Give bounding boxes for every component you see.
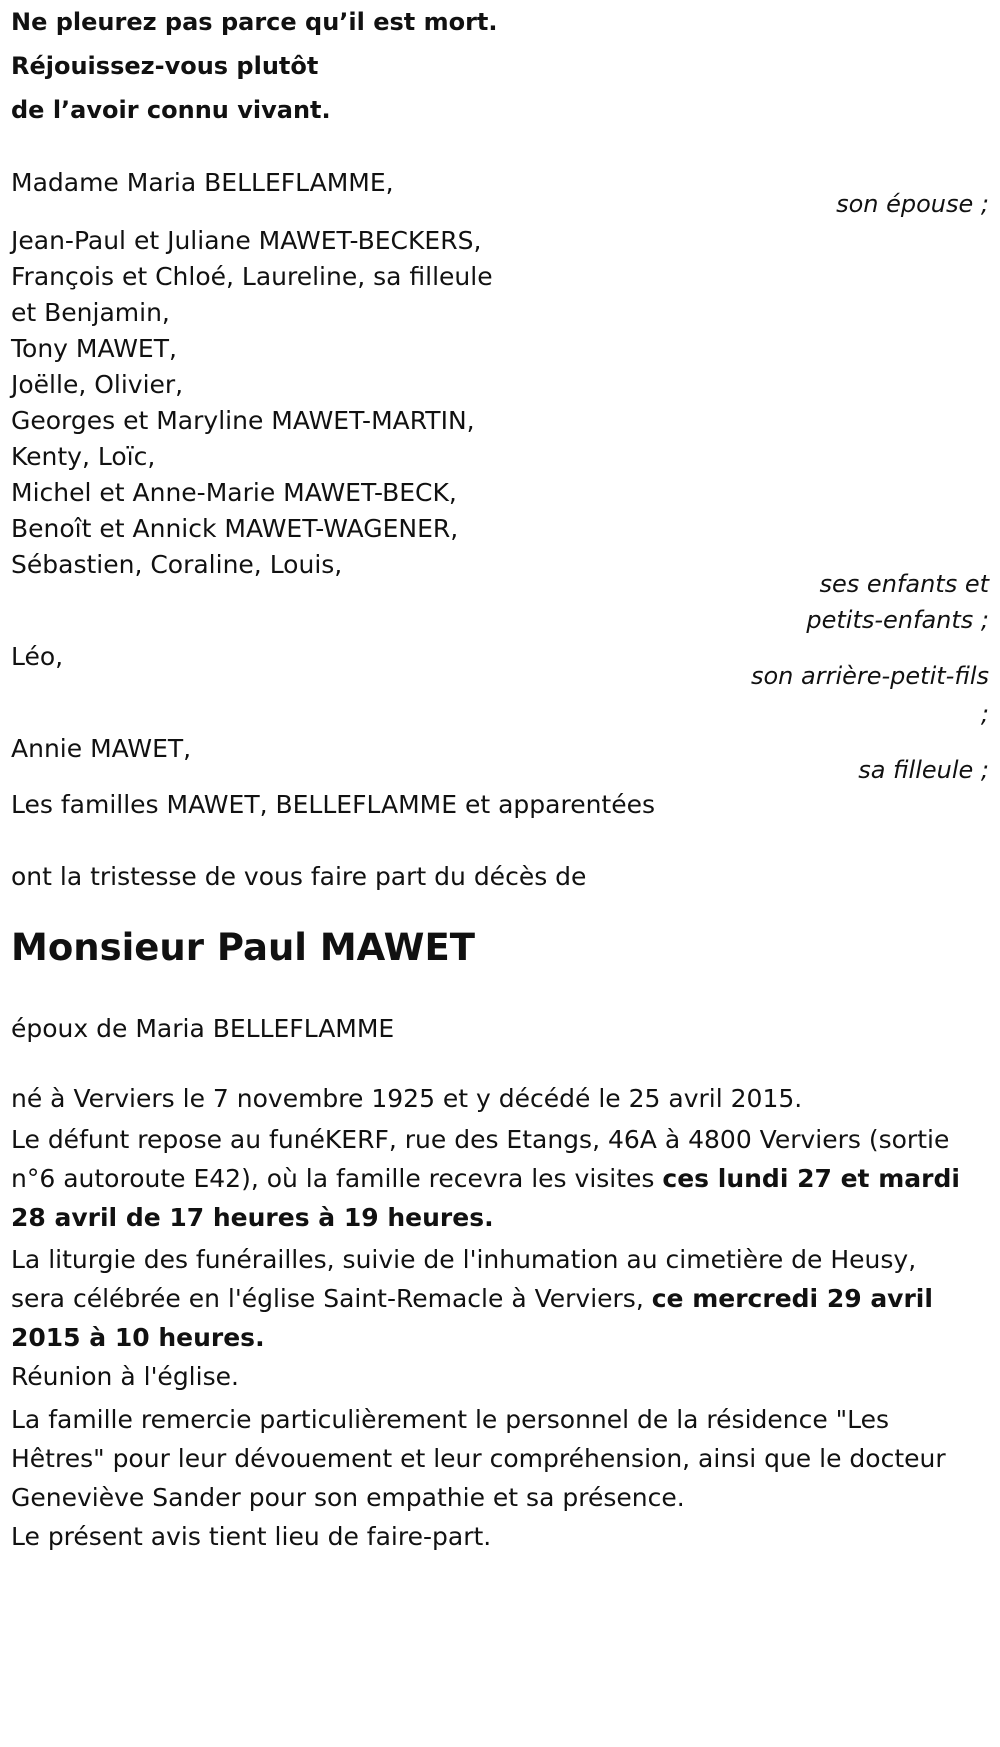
children-line-8: Michel et Anne-Marie MAWET-BECK, xyxy=(11,478,457,507)
goddaughter-name: Annie MAWET, xyxy=(11,734,192,763)
children-relation-line-2: petits-enfants ; xyxy=(806,606,989,634)
great-grandson-relation-line-1: son arrière-petit-fils xyxy=(750,662,989,690)
poem-line-3: de l’avoir connu vivant. xyxy=(11,96,331,124)
visits-paragraph xyxy=(11,1120,971,1237)
spouse-of-line: époux de Maria BELLEFLAMME xyxy=(11,1014,395,1043)
children-line-7: Kenty, Loïc, xyxy=(11,442,156,471)
visits-text: Le défunt repose au funéKERF, rue des Etangs, 46A à 4800 Verviers (sortie n°6 autoroute E42), où la famille recevra les visites xyxy=(11,1125,950,1193)
poem-line-1: Ne pleurez pas parce qu’il est mort. xyxy=(11,8,498,36)
liturgy-date: ce mercredi 29 avril 2015 à 10 heures. xyxy=(11,1284,933,1352)
children-line-10: Sébastien, Coraline, Louis, xyxy=(11,550,343,579)
children-line-4: Tony MAWET, xyxy=(11,334,177,363)
families-line: Les familles MAWET, BELLEFLAMME et apparentées xyxy=(11,790,656,819)
poem-line-2: Réjouissez-vous plutôt xyxy=(11,52,319,80)
children-line-9: Benoît et Annick MAWET-WAGENER, xyxy=(11,514,459,543)
deceased-name: Monsieur Paul MAWET xyxy=(11,926,475,969)
goddaughter-relation: sa filleule ; xyxy=(858,756,989,784)
children-line-3: et Benjamin, xyxy=(11,298,170,327)
great-grandson-name: Léo, xyxy=(11,642,64,671)
spouse-name: Madame Maria BELLEFLAMME, xyxy=(11,168,394,197)
announcement-line: ont la tristesse de vous faire part du décès de xyxy=(11,862,587,891)
children-line-1: Jean-Paul et Juliane MAWET-BECKERS, xyxy=(11,226,482,255)
spouse-relation: son épouse ; xyxy=(836,190,989,218)
closing-line: Le présent avis tient lieu de faire-part. xyxy=(11,1522,492,1551)
great-grandson-relation-line-2: ; xyxy=(980,700,989,728)
children-line-5: Joëlle, Olivier, xyxy=(11,370,184,399)
liturgy-paragraph xyxy=(11,1240,971,1357)
children-line-6: Georges et Maryline MAWET-MARTIN, xyxy=(11,406,475,435)
thanks-paragraph: La famille remercie particulièrement le personnel de la résidence "Les Hêtres" pour leur dévouement et leur compréhension, ainsi que le docteur Geneviève Sander pour son empathie et sa présence. xyxy=(11,1405,946,1512)
birth-death-line: né à Verviers le 7 novembre 1925 et y décédé le 25 avril 2015. xyxy=(11,1084,803,1113)
meeting-line: Réunion à l'église. xyxy=(11,1362,239,1391)
children-relation-line-1: ses enfants et xyxy=(819,570,989,598)
children-line-2: François et Chloé, Laureline, sa filleule xyxy=(11,262,493,291)
visits-dates: ces lundi 27 et mardi 28 avril de 17 heures à 19 heures. xyxy=(11,1164,960,1232)
liturgy-text: La liturgie des funérailles, suivie de l'inhumation au cimetière de Heusy, sera célébrée en l'église Saint-Remacle à Verviers, xyxy=(11,1245,917,1313)
